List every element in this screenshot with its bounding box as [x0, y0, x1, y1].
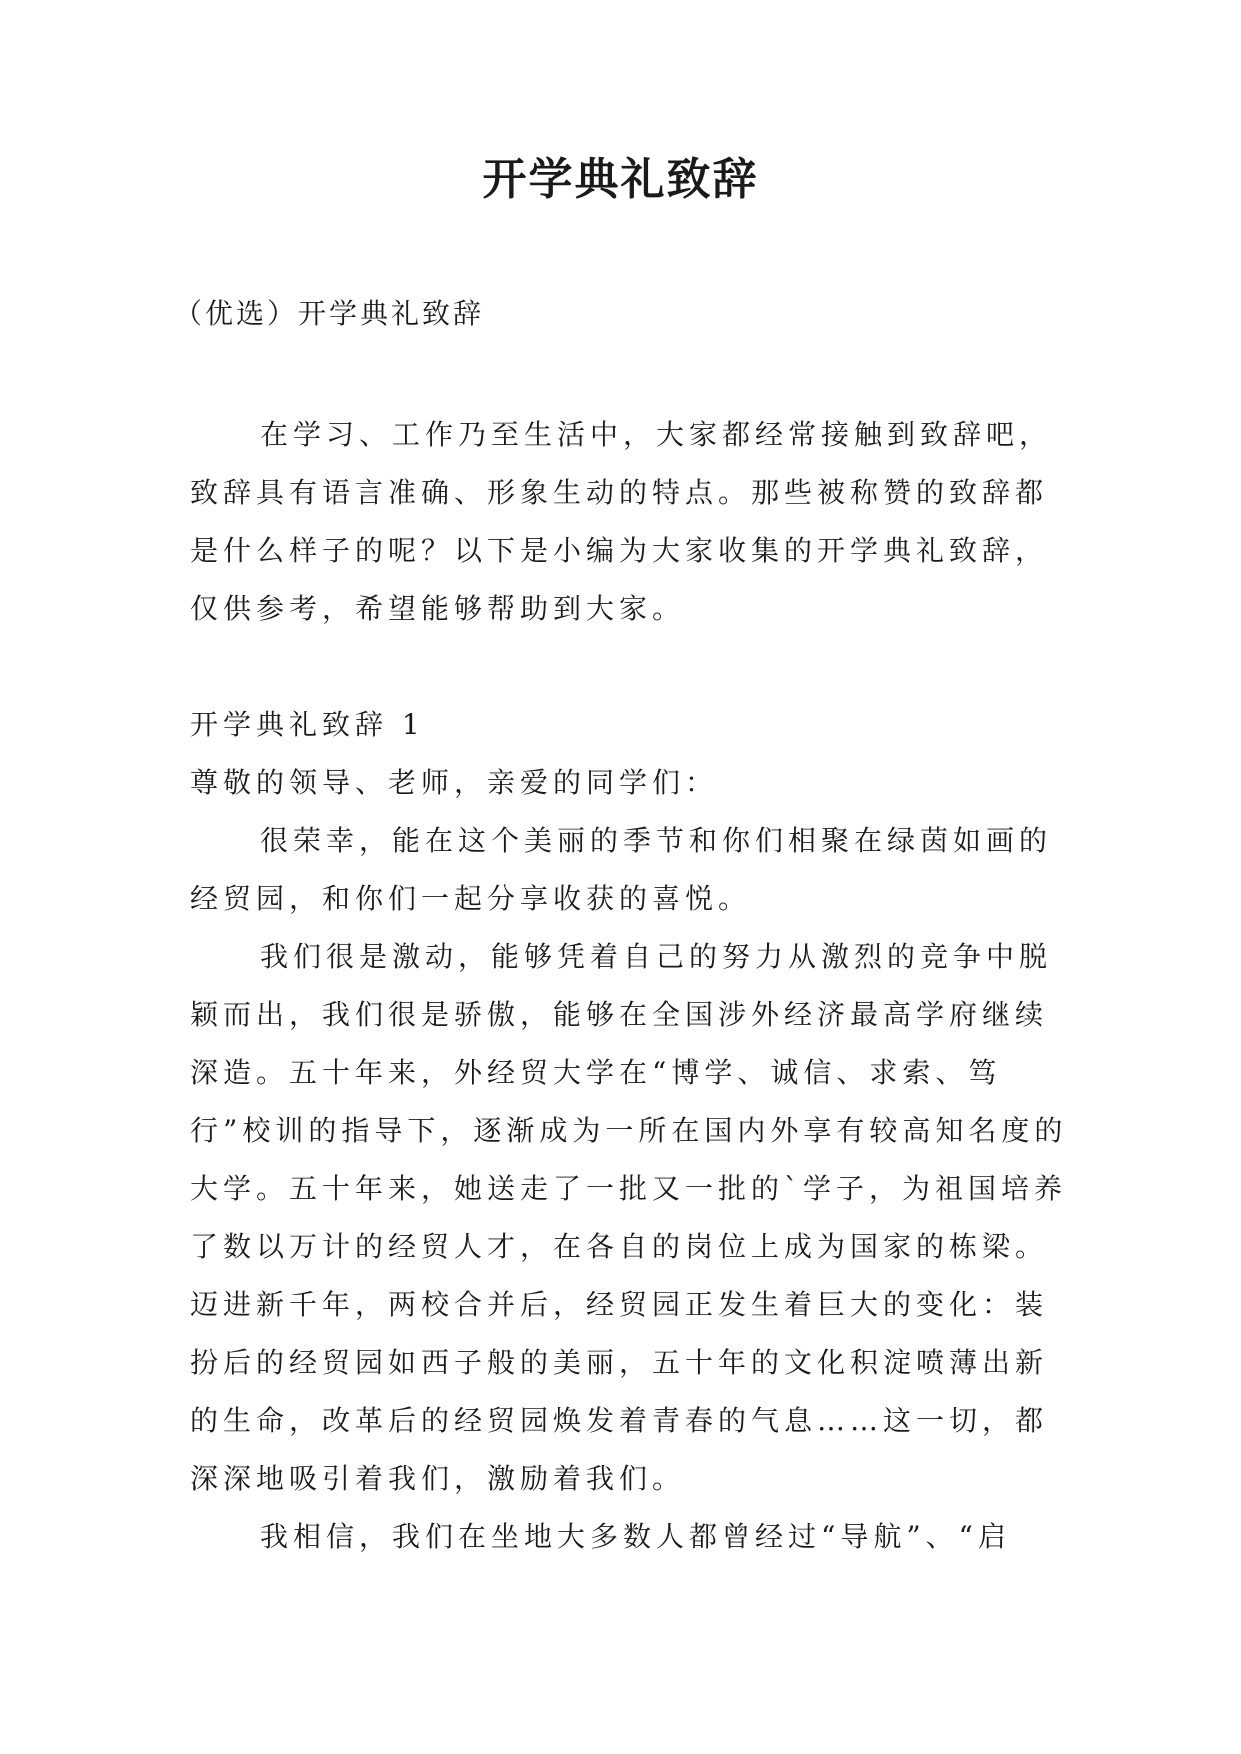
speech-content [190, 696, 1070, 1566]
document-title: 开学典礼致辞 [482, 154, 759, 205]
salutation: 尊敬的领导、老师，亲爱的同学们： [190, 766, 719, 799]
paragraph-3: 我相信，我们在坐地大多数人都曾经过“导航”、“启 [260, 1520, 1011, 1553]
document-subtitle: （优选）开学典礼致辞 [174, 297, 485, 330]
paragraph-1: 很荣幸，能在这个美丽的季节和你们相聚在绿茵如画的经贸园，和你们一起分享收获的喜悦。 [190, 824, 1053, 915]
intro-paragraph: 在学习、工作乃至生活中，大家都经常接触到致辞吧，致辞具有语言准确、形象生动的特点。那些被称赞的致辞都是什么样子的呢？以下是小编为大家收集的开学典礼致辞，仅供参考，希望能够帮助到大家。 [190, 418, 1053, 625]
paragraph-2: 我们很是激动，能够凭着自己的努力从激烈的竞争中脱颖而出，我们很是骄傲，能够在全国涉外经济最高学府继续深造。五十年来，外经贸大学在“博学、诚信、求索、笃行”校训的指导下，逐渐成为一所在国内外享有较高知名度的大学。五十年来，她送走了一批又一批的`学子，为祖国培养了数以万计的经贸人才，在各自的岗位上成为国家的栋梁。迈进新千年，两校合并后，经贸园正发生着巨大的变化：装扮后的经贸园如西子般的美丽，五十年的文化积淀喷薄出新的生命，改革后的经贸园焕发着青春的气息……这一切，都深深地吸引着我们，激励着我们。 [190, 940, 1068, 1495]
section-heading: 开学典礼致辞 1 [190, 708, 425, 741]
